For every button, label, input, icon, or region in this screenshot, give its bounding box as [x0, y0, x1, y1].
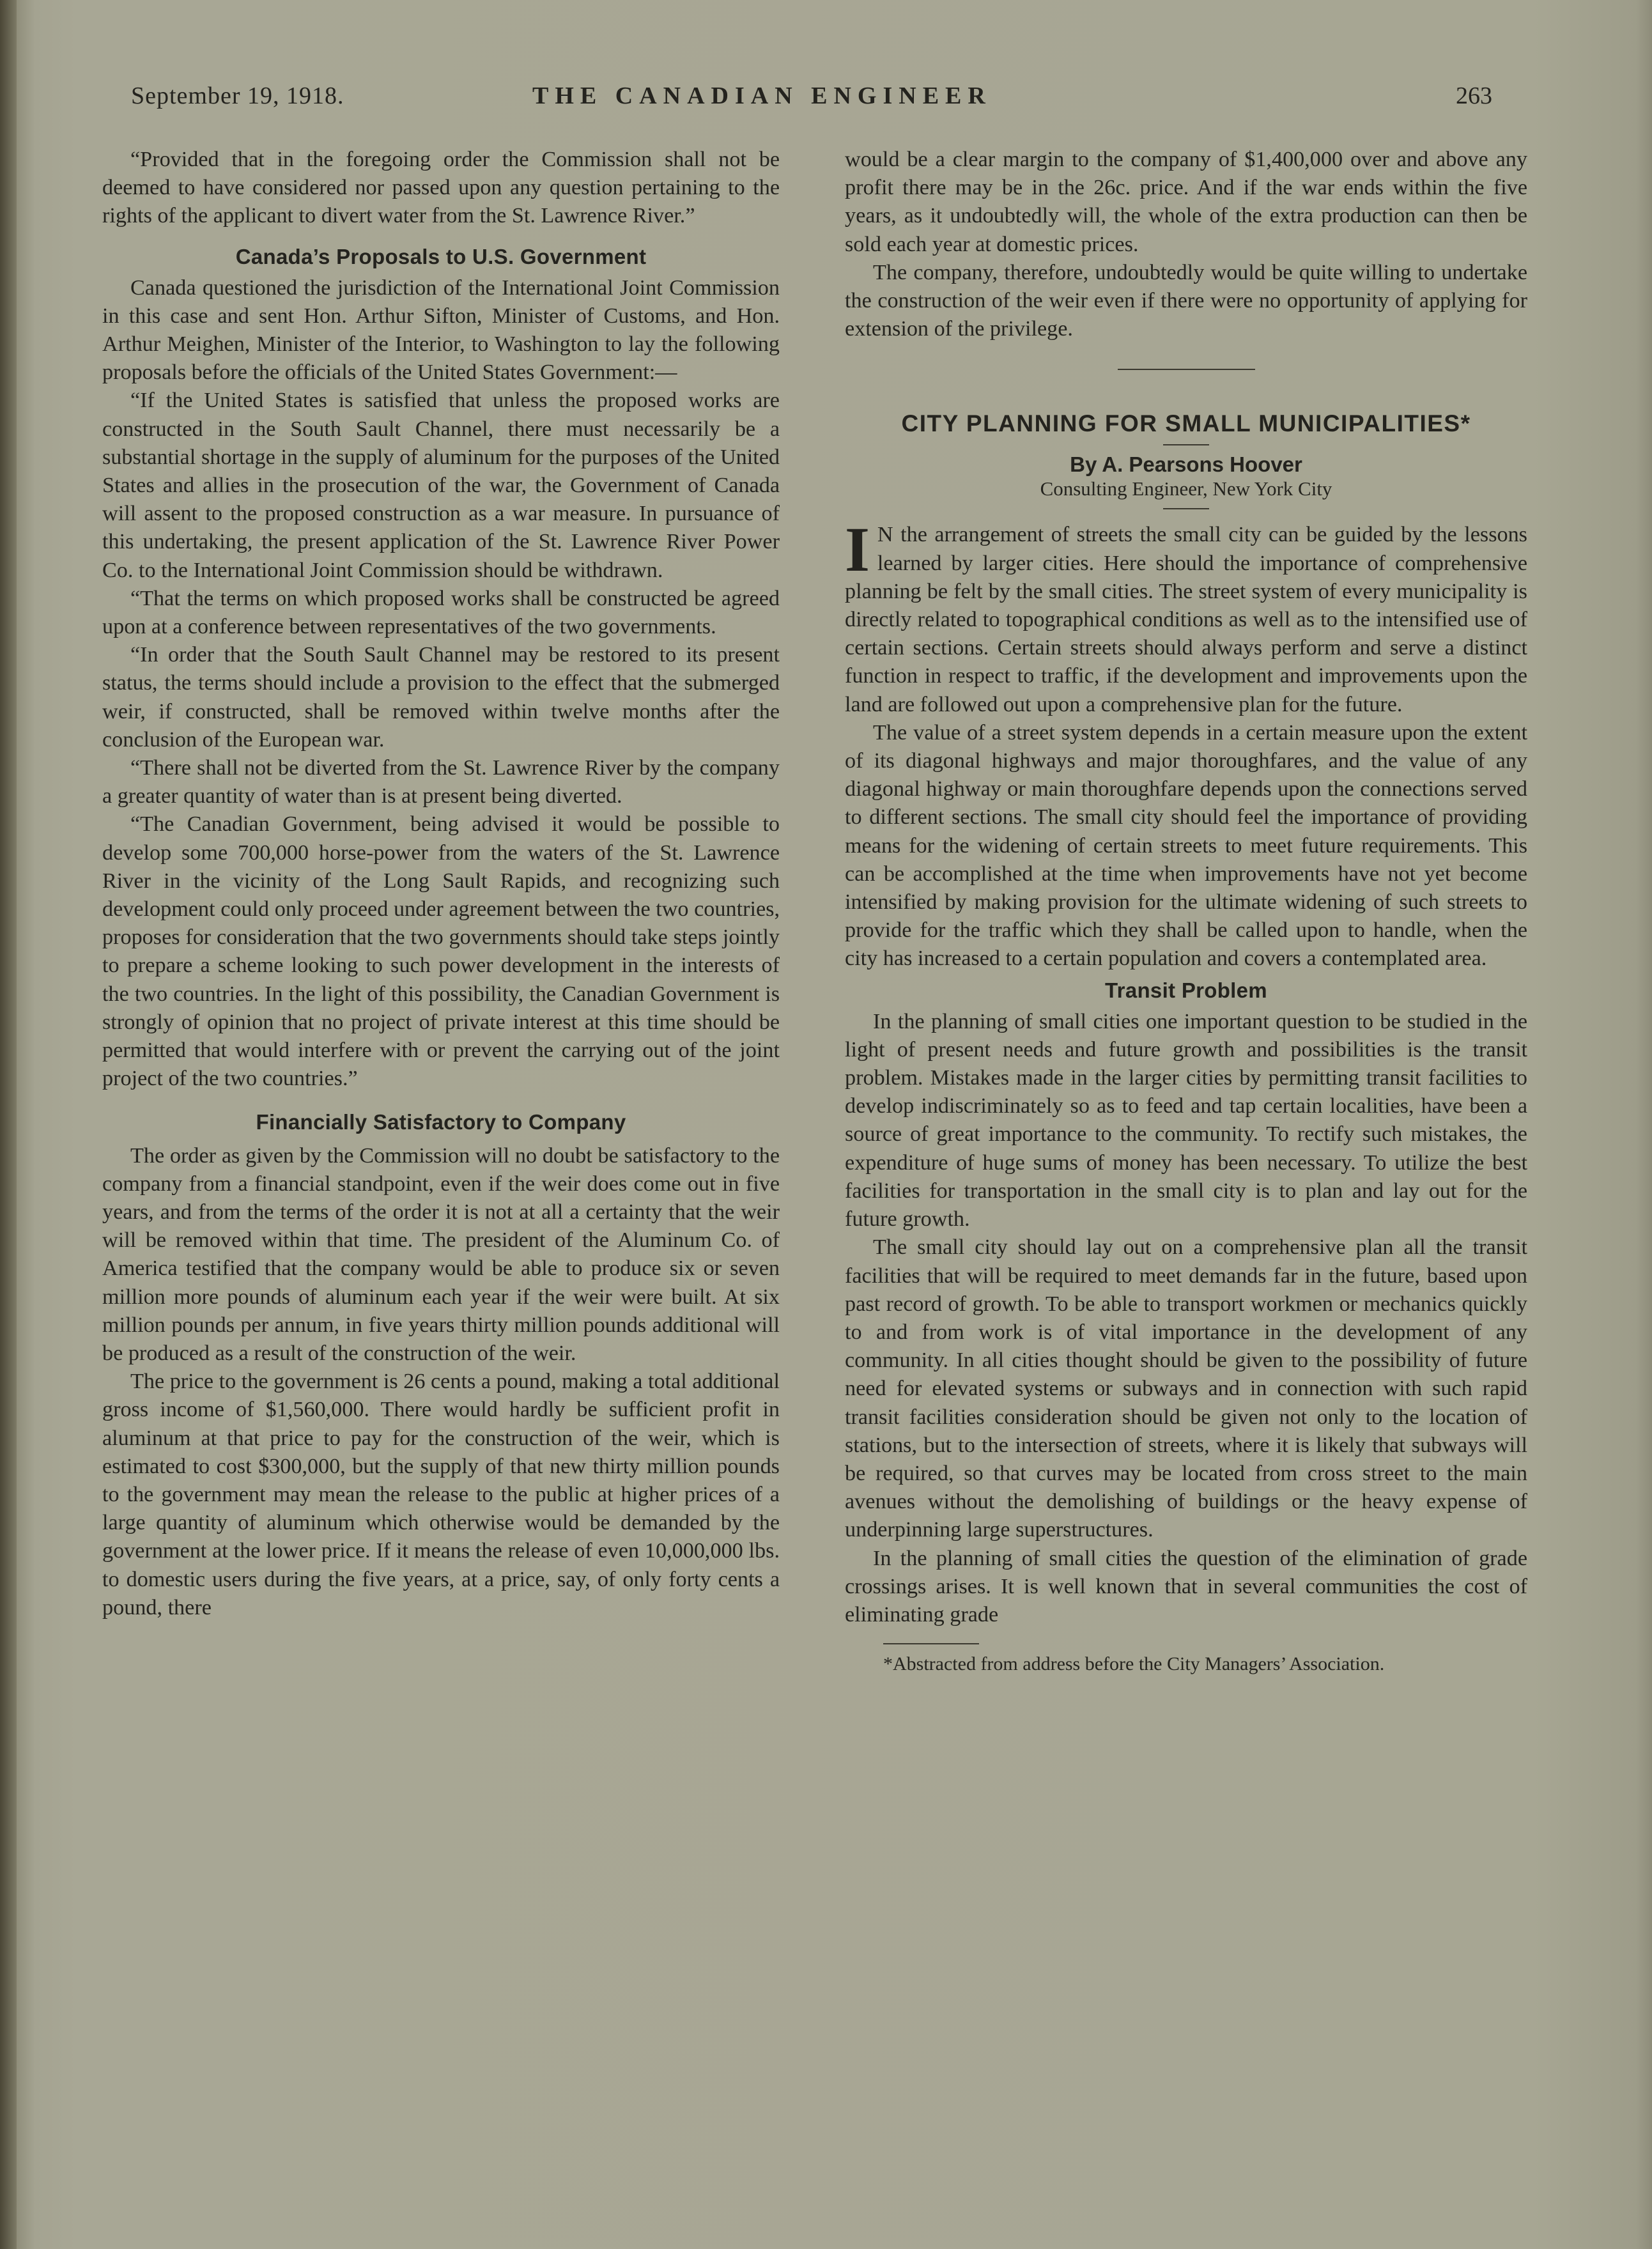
author-affiliation: Consulting Engineer, New York City — [1040, 477, 1332, 500]
running-header — [131, 82, 1492, 120]
title-rule — [1163, 444, 1209, 445]
left-column — [102, 146, 780, 1622]
footnote: *Abstracted from address before the City Managers’ Association. — [883, 1653, 1385, 1675]
paragraph: “The Canadian Government, being advised it would be possible to develop some 700,000 horse-power from the waters of the St. Lawrence River in the vicinity of the Long Sault Rapids, and recognizing such development could only proceed under agreement between the two countries, proposes for consideration that the two governments should take steps jointly to prepare a scheme looking to such power development in the interests of the two countries. In the light of this possibility, the Canadian Government is strongly of opinion that no project of private interest at this time should be permitted that would interfere with or prevent the carrying out of the joint project of the two countries.” — [102, 812, 780, 1091]
right-column — [845, 146, 1527, 1676]
section-heading-financial: Financially Satisfactory to Company — [256, 1109, 626, 1134]
byline: By A. Pearsons Hoover — [1070, 452, 1302, 477]
paragraph: In the planning of small cities the question of the elimination of grade crossings arises. It is well known that in several communities the cost of eliminating grade — [845, 1546, 1527, 1627]
drop-cap: I — [845, 514, 870, 585]
paragraph: The company, therefore, undoubtedly would be quite willing to undertake the construction of the weir even if there were no opportunity of applying for extension of the privilege. — [845, 260, 1527, 341]
paragraph: “If the United States is satisfied that unless the proposed works are constructed in the South Sault Channel, there must necessarily be a substantial shortage in the supply of aluminum for the purposes of the United States and allies in the prosecution of the war, the Government of Canada will assent to the proposed construction as a war measure. In pursuance of this undertaking, the present application of the St. Lawrence River Power Co. to the International Joint Commission should be withdrawn. — [102, 389, 780, 582]
page-number: 263 — [1456, 82, 1492, 109]
paragraph: “In order that the South Sault Channel may be restored to its present status, the terms should include a provision to the effect that the submerged weir, if constructed, shall be removed within twelve months after the conclusion of the European war. — [102, 643, 780, 752]
section-divider — [1118, 369, 1255, 370]
book-spine — [0, 0, 17, 2249]
paragraph: The order as given by the Commission will no doubt be satisfactory to the company from a financial standpoint, even if the weir does come out in five years, and from the terms of the order it is not at all a certainty that the weir will be removed within that time. The president of the Aluminum Co. of America testified that the company would be able to produce six or seven million more pounds of aluminum each year if the weir were built. At six million pounds per annum, in five years thirty million pounds additional will be produced as a result of the construction of the weir. — [102, 1143, 780, 1365]
paragraph: would be a clear margin to the company of $1,400,000 over and above any profit there may be in the 26c. price. And if the war ends within the five years, as it undoubtedly will, the whole of the extra production can then be sold each year at domestic prices. — [845, 148, 1527, 256]
footnote-rule — [883, 1643, 979, 1644]
paragraph: Canada questioned the jurisdiction of the International Joint Commission in this case and sent Hon. Arthur Sifton, Minister of Customs, and Hon. Arthur Meighen, Minister of the Interior, to Washington to lay the following proposals before the officials of the United States Government:— — [102, 275, 780, 385]
paragraph: In the planning of small cities one important question to be studied in the light of present needs and future growth and possibilities is the transit problem. Mistakes made in the larger cities by permitting transit facilities to develop indiscriminately so as to feed and tap certain localities, have been a source of great importance to the community. To rectify such mistakes, the expenditure of huge sums of money has been necessary. To utilize the best facilities for transportation in the small city is to plan and lay out for the future growth. — [845, 1009, 1527, 1232]
section-heading-transit: Transit Problem — [1105, 978, 1267, 1002]
byline-rule — [1163, 508, 1209, 509]
paragraph-lead — [845, 514, 1527, 718]
paragraph: The small city should lay out on a comprehensive plan all the transit facilities that will be required to meet demands far in the future, based upon past record of growth. To be able to transport workmen or mechanics quickly to and from work is of vital importance in the development of any community. In all cities thought should be given to the possibility of future need for elevated systems or subways and in connection with such rapid transit facilities consideration should be given not only to the location of stations, but to the intersection of streets, where it is likely that subways will be required, so that curves may be located from cross street to the main avenues without the demolishing of buildings or the heavy expense of underpinning large superstructures. — [845, 1235, 1527, 1542]
lead-text: N the arrangement of streets the small city can be guided by the lessons learned by larger cities. Here should the importance of comprehensive planning be felt by the small cities. The street system of every municipality is directly related to topographical conditions as well as to the intensified use of certain sections. Certain streets should always perform and serve a distinct function in respect to traffic, if the development and improvements upon the land are followed out upon a comprehensive plan for the future. — [845, 523, 1527, 716]
paragraph: The price to the government is 26 cents a pound, making a total additional gross income of $1,560,000. There would hardly be sufficient profit in aluminum at that price to pay for the construction of the weir, which is estimated to cost $300,000, but the supply of that new thirty million pounds to the government may mean the release to the public at higher prices of a large quantity of aluminum which otherwise would be demanded by the government at the lower price. If it means the release of even 10,000,000 lbs. to domestic users during the five years, at a price, say, of only forty cents a pound, there — [102, 1370, 780, 1619]
article-title: CITY PLANNING FOR SMALL MUNICIPALITIES* — [901, 410, 1471, 437]
header-date: September 19, 1918. — [131, 82, 344, 109]
paragraph: The value of a street system depends in a certain measure upon the extent of its diagonal highways and major thoroughfares, and the value of any diagonal highway or main thoroughfare depends upon the connections served to different sections. The small city should feel the importance of providing means for the widening of certain streets to meet future requirements. This can be accomplished at the time when improvements have not yet become intensified by making provision for the ultimate widening of such streets to provide for the traffic which they shall be called upon to handle, when the city has increased to a certain population and covers a contemplated area. — [845, 720, 1527, 971]
paragraph: “There shall not be diverted from the St. Lawrence River by the company a greater quantity of water than is at present being diverted. — [102, 756, 780, 808]
paragraph: “Provided that in the foregoing order the Commission shall not be deemed to have considered nor passed upon any question pertaining to the rights of the applicant to divert water from the St. Lawrence River.” — [102, 148, 780, 228]
journal-title: THE CANADIAN ENGINEER — [532, 82, 992, 109]
section-heading-proposals: Canada’s Proposals to U.S. Government — [235, 244, 647, 268]
paragraph: “That the terms on which proposed works shall be constructed be agreed upon at a conference between representatives of the two governments. — [102, 586, 780, 639]
